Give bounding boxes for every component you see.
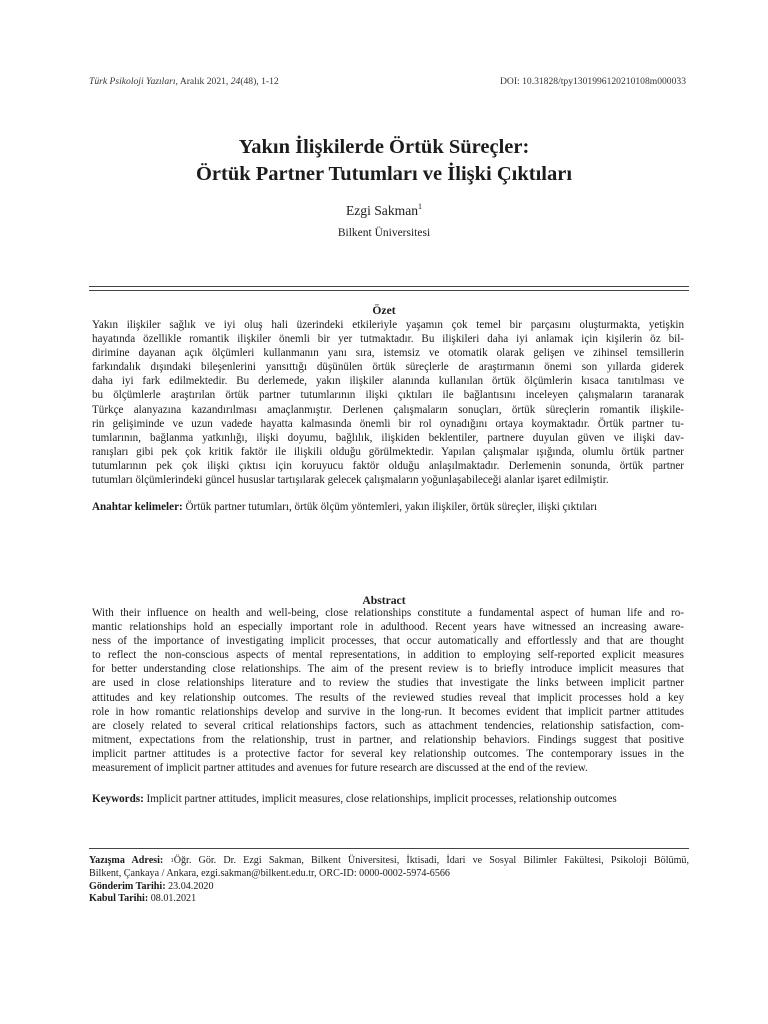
footnote-divider <box>89 848 689 849</box>
issue-date: , Aralık 2021, <box>175 76 231 87</box>
abstract-body <box>92 606 684 775</box>
ozet-line: hayatında özellikle romantik ilişkiler önemli bir yer tutmaktadır. Bu ilişkileri daha iyi anlamak için kişilerin öz bil- <box>92 333 684 346</box>
abstract-line: are used in close relationships literature and to review the studies that investigate the links between implicit partner <box>92 677 684 690</box>
ozet-line: Türkçe alanyazına kazandırılması amaçlanmıştır. Derlenen çalışmaların sonuçları, örtük süreçlerin romantik ilişkile- <box>92 403 684 416</box>
footnote-block <box>89 855 689 906</box>
abstract-line: mantic relationships hold an especially important role in adulthood. Recent years have witnessed an increasing aware- <box>92 621 684 634</box>
author-footnote-mark: 1 <box>418 202 423 211</box>
issue-pages: (48), 1-12 <box>240 76 279 87</box>
ozet-line: dirimine dayanan açık ölçümleri kullanmanın yanı sıra, istemsiz ve otomatik olarak gelişen ve zihinsel temsillerin <box>92 347 684 360</box>
abstract-line: to reflect the non-conscious aspects of mental representations, in addition to employing self-reported explicit measures <box>92 649 684 662</box>
ozet-line: bu ölçümlerle araştırılan örtük partner tutumlarının ilişki çıktıları ile bağlantısını inceleyen çalışmaların taranarak <box>92 389 684 402</box>
correspondence-line-1 <box>89 855 689 868</box>
anahtar-kelimeler-values: Örtük partner tutumları, örtük ölçüm yöntemleri, yakın ilişkiler, örtük süreçler, ilişki çıktıları <box>182 501 598 513</box>
acceptance-date-label: Kabul Tarihi: <box>89 893 149 905</box>
doi-text: DOI: 10.31828/tpy1301996120210108m000033 <box>499 76 686 87</box>
submission-date-value: 23.04.2020 <box>165 880 214 892</box>
abstract-heading: Abstract <box>362 594 406 607</box>
article-title <box>0 134 768 188</box>
abstract-line: attitudes and key relationship outcomes. The results of the reviewed studies reveal that implicit processes hold a key <box>92 691 684 704</box>
ozet-line: ranışları gibi pek çok kritik faktör ile ilişkili olduğu görülmektedir. Yapılan çalışmalar ışığında, olumlu örtük partner <box>92 445 684 458</box>
abstract-line: measurement of implicit partner attitudes and avenues for future research are discussed at the end of the review. <box>92 762 588 775</box>
divider-top <box>89 286 689 287</box>
abstract-line: are closely related to several critical relationships factors, such as attachment tendencies, relationship satisfaction, com- <box>92 719 684 732</box>
running-header <box>89 76 686 90</box>
ozet-heading: Özet <box>372 304 396 317</box>
author-name: Ezgi Sakman <box>345 203 419 218</box>
journal-name: Türk Psikoloji Yazıları <box>89 76 176 87</box>
anahtar-kelimeler <box>92 501 684 513</box>
divider-bottom <box>89 290 689 291</box>
ozet-line: daha iyi fark edilmektedir. Bu derlemede, yakın ilişkiler alanında kullanılan örtük ölçümlerin kısaca tanıtılması ve <box>92 375 684 388</box>
correspondence-address-2: Bilkent, Çankaya / Ankara, ezgi.sakman@bilkent.edu.tr, ORC-ID: 0000-0002-5974-6566 <box>89 867 450 879</box>
submission-date <box>89 881 689 894</box>
ozet-line: farkındalık dışındaki bileşenlerini yansıttığı düşünülen örtük süreçlerle de araştırmanın önemi son yıllarda giderek <box>92 361 684 374</box>
keywords-values: Implicit partner attitudes, implicit measures, close relationships, implicit processes, relationship outcomes <box>143 793 617 805</box>
ozet-line: Yakın ilişkiler sağlık ve iyi oluş hali üzerindeki etkileriyle yaşamın çok temel bir parçasını oluşturmakta, yetişkin <box>92 319 684 331</box>
abstract-line: role in how romantic relationships develop and survive in the long-run. It becomes evident that implicit partner attitudes <box>92 705 684 718</box>
title-line-1: Yakın İlişkilerde Örtük Süreçler: <box>238 136 530 158</box>
correspondence-label: Yazışma Adresi: <box>89 855 164 866</box>
acceptance-date-value: 08.01.2021 <box>148 893 197 905</box>
abstract-line: ness of the importance of investigating implicit processes, that occur automatically and effortlessly and that are thought <box>92 635 684 648</box>
abstract-line: for better understanding close relationships. The aim of the present review is to briefly introduce implicit measures that <box>92 663 684 676</box>
keywords-label: Keywords: <box>92 793 144 805</box>
ozet-line: tutumlarının pek çok ilişki çıktısı için koruyucu faktör olduğu anlaşılmaktadır. Derlemenin sonunda, örtük partner <box>92 459 684 472</box>
correspondence-address-1: Öğr. Gör. Dr. Ezgi Sakman, Bilkent Üniversitesi, İktisadi, İdari ve Sosyal Bilimler Fakültesi, Psikoloji Bölümü, <box>173 855 689 866</box>
abstract-line: With their influence on health and well-being, close relationships constitute a fundamental aspect of human life and ro- <box>92 607 684 619</box>
abstract-line: mitment, expectations from the relationship, trust in partner, and relationship behaviors. Findings suggest that positive <box>92 733 684 746</box>
keywords <box>92 793 684 805</box>
acceptance-date <box>89 893 689 906</box>
submission-date-label: Gönderim Tarihi: <box>89 880 166 892</box>
affiliation: Bilkent Üniversitesi <box>337 227 431 239</box>
title-line-2: Örtük Partner Tutumları ve İlişki Çıktıları <box>195 163 573 185</box>
anahtar-kelimeler-label: Anahtar kelimeler: <box>92 501 183 513</box>
author <box>0 203 768 219</box>
ozet-line: tumlarının, bağlanma yatkınlığı, ilişki doyumu, bağlılık, ilişkiden beklentiler, partnere duyulan güven ve ilişki dav- <box>92 431 684 444</box>
volume-number: 24 <box>230 76 241 87</box>
ozet-line: rin gelişiminde ve uzun vadede hayatta kalmasında önemli bir rol oynadığını ortaya koymaktadır. Örtük partner tu- <box>92 417 684 430</box>
correspondence-footnote-mark: 1 <box>170 857 174 864</box>
ozet-line: tutumları ölçümlerindeki güncel hususlar tartışılarak gelecek çalışmaların yoğunlaşabileceği alanlar işaret edilmiştir. <box>92 474 609 487</box>
abstract-line: implicit partner attitudes is a protective factor for several key relationship outcomes. The contemporary issues in the <box>92 747 684 760</box>
journal-citation <box>89 76 279 87</box>
ozet-body <box>92 318 684 487</box>
